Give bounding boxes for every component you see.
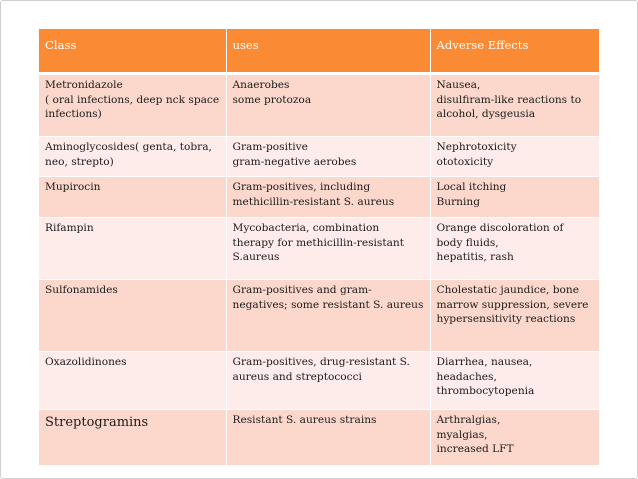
cell-uses: Anaerobes some protozoa (226, 74, 430, 137)
cell-adverse-effects: Nausea, disulfiram-like reactions to alcohol, dysgeusia (430, 74, 599, 137)
cell-uses: Gram-positives, including methicillin-resistant S. aureus (226, 177, 430, 218)
table-row (39, 352, 599, 410)
cell-adverse-effects: Orange discoloration of body fluids, hepatitis, rash (430, 218, 599, 280)
cell-uses: Gram-positives, drug-resistant S. aureus and streptococci (226, 352, 430, 410)
cell-class: Sulfonamides (39, 280, 226, 352)
cell-adverse-effects: Cholestatic jaundice, bone marrow suppression, severe hypersensitivity reactions (430, 280, 599, 352)
cell-class: Metronidazole ( oral infections, deep nck space infections) (39, 74, 226, 137)
cell-adverse-effects: Diarrhea, nausea, headaches, thrombocytopenia (430, 352, 599, 410)
cell-class: Mupirocin (39, 177, 226, 218)
cell-class: Streptogramins (39, 410, 226, 466)
cell-uses: Resistant S. aureus strains (226, 410, 430, 466)
table-row (39, 280, 599, 352)
cell-uses: Gram-positives and gram-negatives; some resistant S. aureus (226, 280, 430, 352)
table-row (39, 137, 599, 177)
cell-adverse-effects: Arthralgias, myalgias, increased LFT (430, 410, 599, 466)
table-header-row (39, 29, 599, 74)
header-class: Class (39, 29, 226, 74)
cell-uses: Gram-positive gram-negative aerobes (226, 137, 430, 177)
table-row (39, 218, 599, 280)
antibiotics-table (39, 29, 600, 466)
header-uses: uses (226, 29, 430, 74)
cell-adverse-effects: Local itching Burning (430, 177, 599, 218)
cell-class: Oxazolidinones (39, 352, 226, 410)
cell-class: Aminoglycosides( genta, tobra, neo, strepto) (39, 137, 226, 177)
cell-adverse-effects: Nephrotoxicity ototoxicity (430, 137, 599, 177)
table-row (39, 177, 599, 218)
cell-class: Rifampin (39, 218, 226, 280)
header-adverse-effects: Adverse Effects (430, 29, 599, 74)
cell-uses: Mycobacteria, combination therapy for methicillin-resistant S.aureus (226, 218, 430, 280)
table-row (39, 410, 599, 466)
table-row (39, 74, 599, 137)
